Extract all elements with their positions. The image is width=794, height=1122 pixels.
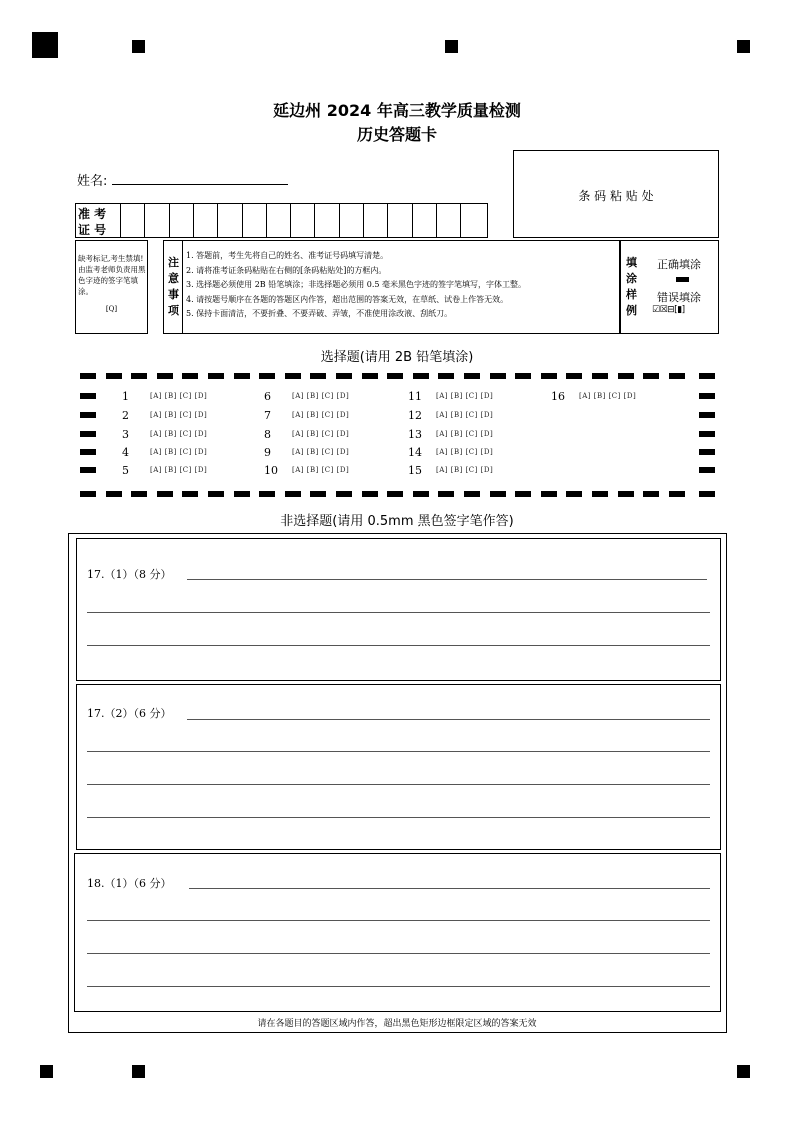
timing-mark [699, 491, 715, 497]
row-timing-mark [80, 467, 96, 473]
timing-mark [566, 491, 582, 497]
choice-section-title: 选择题(请用 2B 铅笔填涂) [320, 350, 474, 365]
answer-line[interactable] [87, 612, 710, 613]
choice-options[interactable]: [A] [B] [C] [D] [436, 392, 494, 400]
choice-options[interactable]: [A] [B] [C] [D] [579, 392, 637, 400]
timing-mark [182, 373, 198, 379]
timing-mark [182, 491, 198, 497]
notice-item: 3. 选择题必须使用 2B 铅笔填涂；非选择题必须用 0.5 毫米黑色字迹的签字笔填写，字体工整。 [186, 280, 527, 289]
position-mark-bottom-right [737, 1065, 750, 1078]
timing-mark [618, 491, 634, 497]
nonchoice-section-title: 非选择题(请用 0.5mm 黑色签字笔作答) [280, 514, 514, 529]
choice-options[interactable]: [A] [B] [C] [D] [150, 411, 208, 419]
timing-mark [157, 373, 173, 379]
row-timing-mark [80, 431, 96, 437]
timing-mark [131, 491, 147, 497]
absent-instructions: 缺考标记,考生禁填!由监考老师负责用黑色字迹的签字笔填涂。 [78, 254, 146, 296]
timing-mark [699, 373, 715, 379]
choice-options[interactable]: [A] [B] [C] [D] [150, 430, 208, 438]
answer-line[interactable] [87, 817, 710, 818]
notice-item: 4. 请按题号顺序在各题的答题区内作答，超出范围的答案无效，在草纸、试卷上作答无效。 [186, 294, 509, 304]
choice-options[interactable]: [A] [B] [C] [D] [292, 392, 350, 400]
position-mark-bottom-left [40, 1065, 53, 1078]
answer-line[interactable] [87, 920, 710, 921]
absent-mark[interactable]: [Q] [105, 305, 118, 313]
timing-mark [490, 373, 506, 379]
choice-question-number: 7 [264, 409, 271, 422]
timing-mark [643, 373, 659, 379]
choice-options[interactable]: [A] [B] [C] [D] [292, 430, 350, 438]
answer-line[interactable] [87, 953, 710, 954]
exam-id-label-2: 证 号 [78, 223, 107, 237]
row-timing-mark [80, 449, 96, 455]
timing-mark [669, 491, 685, 497]
answer-line[interactable] [187, 719, 710, 720]
name-label: 姓名: [77, 174, 108, 189]
timing-mark [234, 491, 250, 497]
choice-question-number: 8 [264, 428, 271, 441]
timing-mark [464, 491, 480, 497]
wrong-fill-label: 错误填涂 [657, 291, 701, 304]
timing-mark [208, 373, 224, 379]
choice-question-number: 14 [408, 446, 422, 459]
row-timing-mark [699, 467, 715, 473]
timing-mark [80, 491, 96, 497]
timing-mark [387, 373, 403, 379]
timing-mark [336, 373, 352, 379]
choice-question-number: 9 [264, 446, 271, 459]
choice-question-number: 13 [408, 428, 422, 441]
wrong-fill-samples: ☑☒⊟[▮] [652, 305, 685, 315]
timing-mark [566, 373, 582, 379]
timing-mark [259, 491, 275, 497]
timing-mark [131, 373, 147, 379]
timing-mark [592, 373, 608, 379]
fill-example-label: 填 涂 样 例 [626, 256, 637, 317]
choice-question-number: 3 [122, 428, 129, 441]
timing-mark [618, 373, 634, 379]
choice-options[interactable]: [A] [B] [C] [D] [150, 392, 208, 400]
choice-question-number: 15 [408, 464, 422, 477]
row-timing-mark [699, 412, 715, 418]
timing-mark [669, 373, 685, 379]
timing-mark [362, 373, 378, 379]
choice-question-number: 6 [264, 390, 271, 403]
timing-mark [515, 373, 531, 379]
timing-mark [515, 491, 531, 497]
row-timing-mark [699, 449, 715, 455]
exam-id-label-1: 准 考 [78, 207, 107, 221]
timing-mark [541, 491, 557, 497]
choice-options[interactable]: [A] [B] [C] [D] [150, 448, 208, 456]
choice-question-number: 2 [122, 409, 129, 422]
notice-item: 2. 请将准考证条码粘贴在右侧的[条码粘贴处]的方框内。 [186, 265, 387, 275]
timing-mark [259, 373, 275, 379]
timing-mark [106, 373, 122, 379]
choice-question-number: 12 [408, 409, 422, 422]
timing-mark [643, 491, 659, 497]
answer-line[interactable] [87, 645, 710, 646]
timing-mark [336, 491, 352, 497]
choice-options[interactable]: [A] [B] [C] [D] [292, 466, 350, 474]
answer-line[interactable] [87, 784, 710, 785]
answer-line[interactable] [87, 751, 710, 752]
question-label-q17-1: 17.（1）（8 分） [87, 568, 172, 581]
answer-line[interactable] [87, 986, 710, 987]
timing-mark [362, 491, 378, 497]
timing-mark [106, 491, 122, 497]
answer-box-q17-1 [76, 538, 721, 681]
row-timing-mark [699, 431, 715, 437]
choice-section [0, 0, 794, 510]
timing-mark [310, 373, 326, 379]
choice-question-number: 11 [408, 390, 422, 403]
answer-area-footer-note: 请在各题目的答题区域内作答，超出黑色矩形边框限定区域的答案无效 [257, 1019, 537, 1029]
choice-options[interactable]: [A] [B] [C] [D] [292, 448, 350, 456]
timing-mark [413, 491, 429, 497]
timing-mark [80, 373, 96, 379]
choice-options[interactable]: [A] [B] [C] [D] [150, 466, 208, 474]
timing-mark [234, 373, 250, 379]
notice-item: 5. 保持卡面清洁，不要折叠、不要弄破、弄皱，不准使用涂改液、刮纸刀。 [186, 309, 453, 318]
row-timing-mark [699, 393, 715, 399]
choice-question-number: 16 [551, 390, 565, 403]
row-timing-mark [80, 393, 96, 399]
timing-mark [310, 491, 326, 497]
notice-item: 1. 答题前，考生先将自己的姓名、准考证号码填写清楚。 [186, 251, 389, 260]
timing-mark [157, 491, 173, 497]
position-mark-bottom-2 [132, 1065, 145, 1078]
timing-mark [592, 491, 608, 497]
timing-mark [541, 373, 557, 379]
choice-question-number: 4 [122, 446, 129, 459]
question-label-q17-2: 17.（2）（6 分） [87, 707, 172, 720]
answer-line[interactable] [187, 579, 707, 580]
choice-options[interactable]: [A] [B] [C] [D] [436, 448, 494, 456]
notice-label: 注 意 事 项 [168, 256, 179, 317]
choice-question-number: 5 [122, 464, 129, 477]
choice-options[interactable]: [A] [B] [C] [D] [436, 411, 494, 419]
timing-mark [438, 373, 454, 379]
correct-fill-label: 正确填涂 [657, 258, 701, 271]
choice-question-number: 1 [122, 390, 129, 403]
timing-mark [387, 491, 403, 497]
timing-mark [208, 491, 224, 497]
timing-mark [438, 491, 454, 497]
timing-mark [285, 373, 301, 379]
answer-box-q17-2 [76, 684, 721, 850]
question-label-q18-1: 18.（1）（6 分） [87, 877, 172, 890]
choice-options[interactable]: [A] [B] [C] [D] [436, 430, 494, 438]
page-title: 延边州 2024 年高三教学质量检测 [273, 101, 521, 120]
timing-mark [285, 491, 301, 497]
page-subtitle: 历史答题卡 [356, 125, 437, 144]
answer-line[interactable] [189, 888, 710, 889]
timing-mark [490, 491, 506, 497]
choice-options[interactable]: [A] [B] [C] [D] [292, 411, 350, 419]
answer-box-q18-1 [74, 853, 721, 1012]
timing-mark [464, 373, 480, 379]
row-timing-mark [80, 412, 96, 418]
timing-mark [413, 373, 429, 379]
choice-question-number: 10 [264, 464, 278, 477]
choice-options[interactable]: [A] [B] [C] [D] [436, 466, 494, 474]
barcode-label: 条 码 粘 贴 处 [578, 189, 654, 203]
